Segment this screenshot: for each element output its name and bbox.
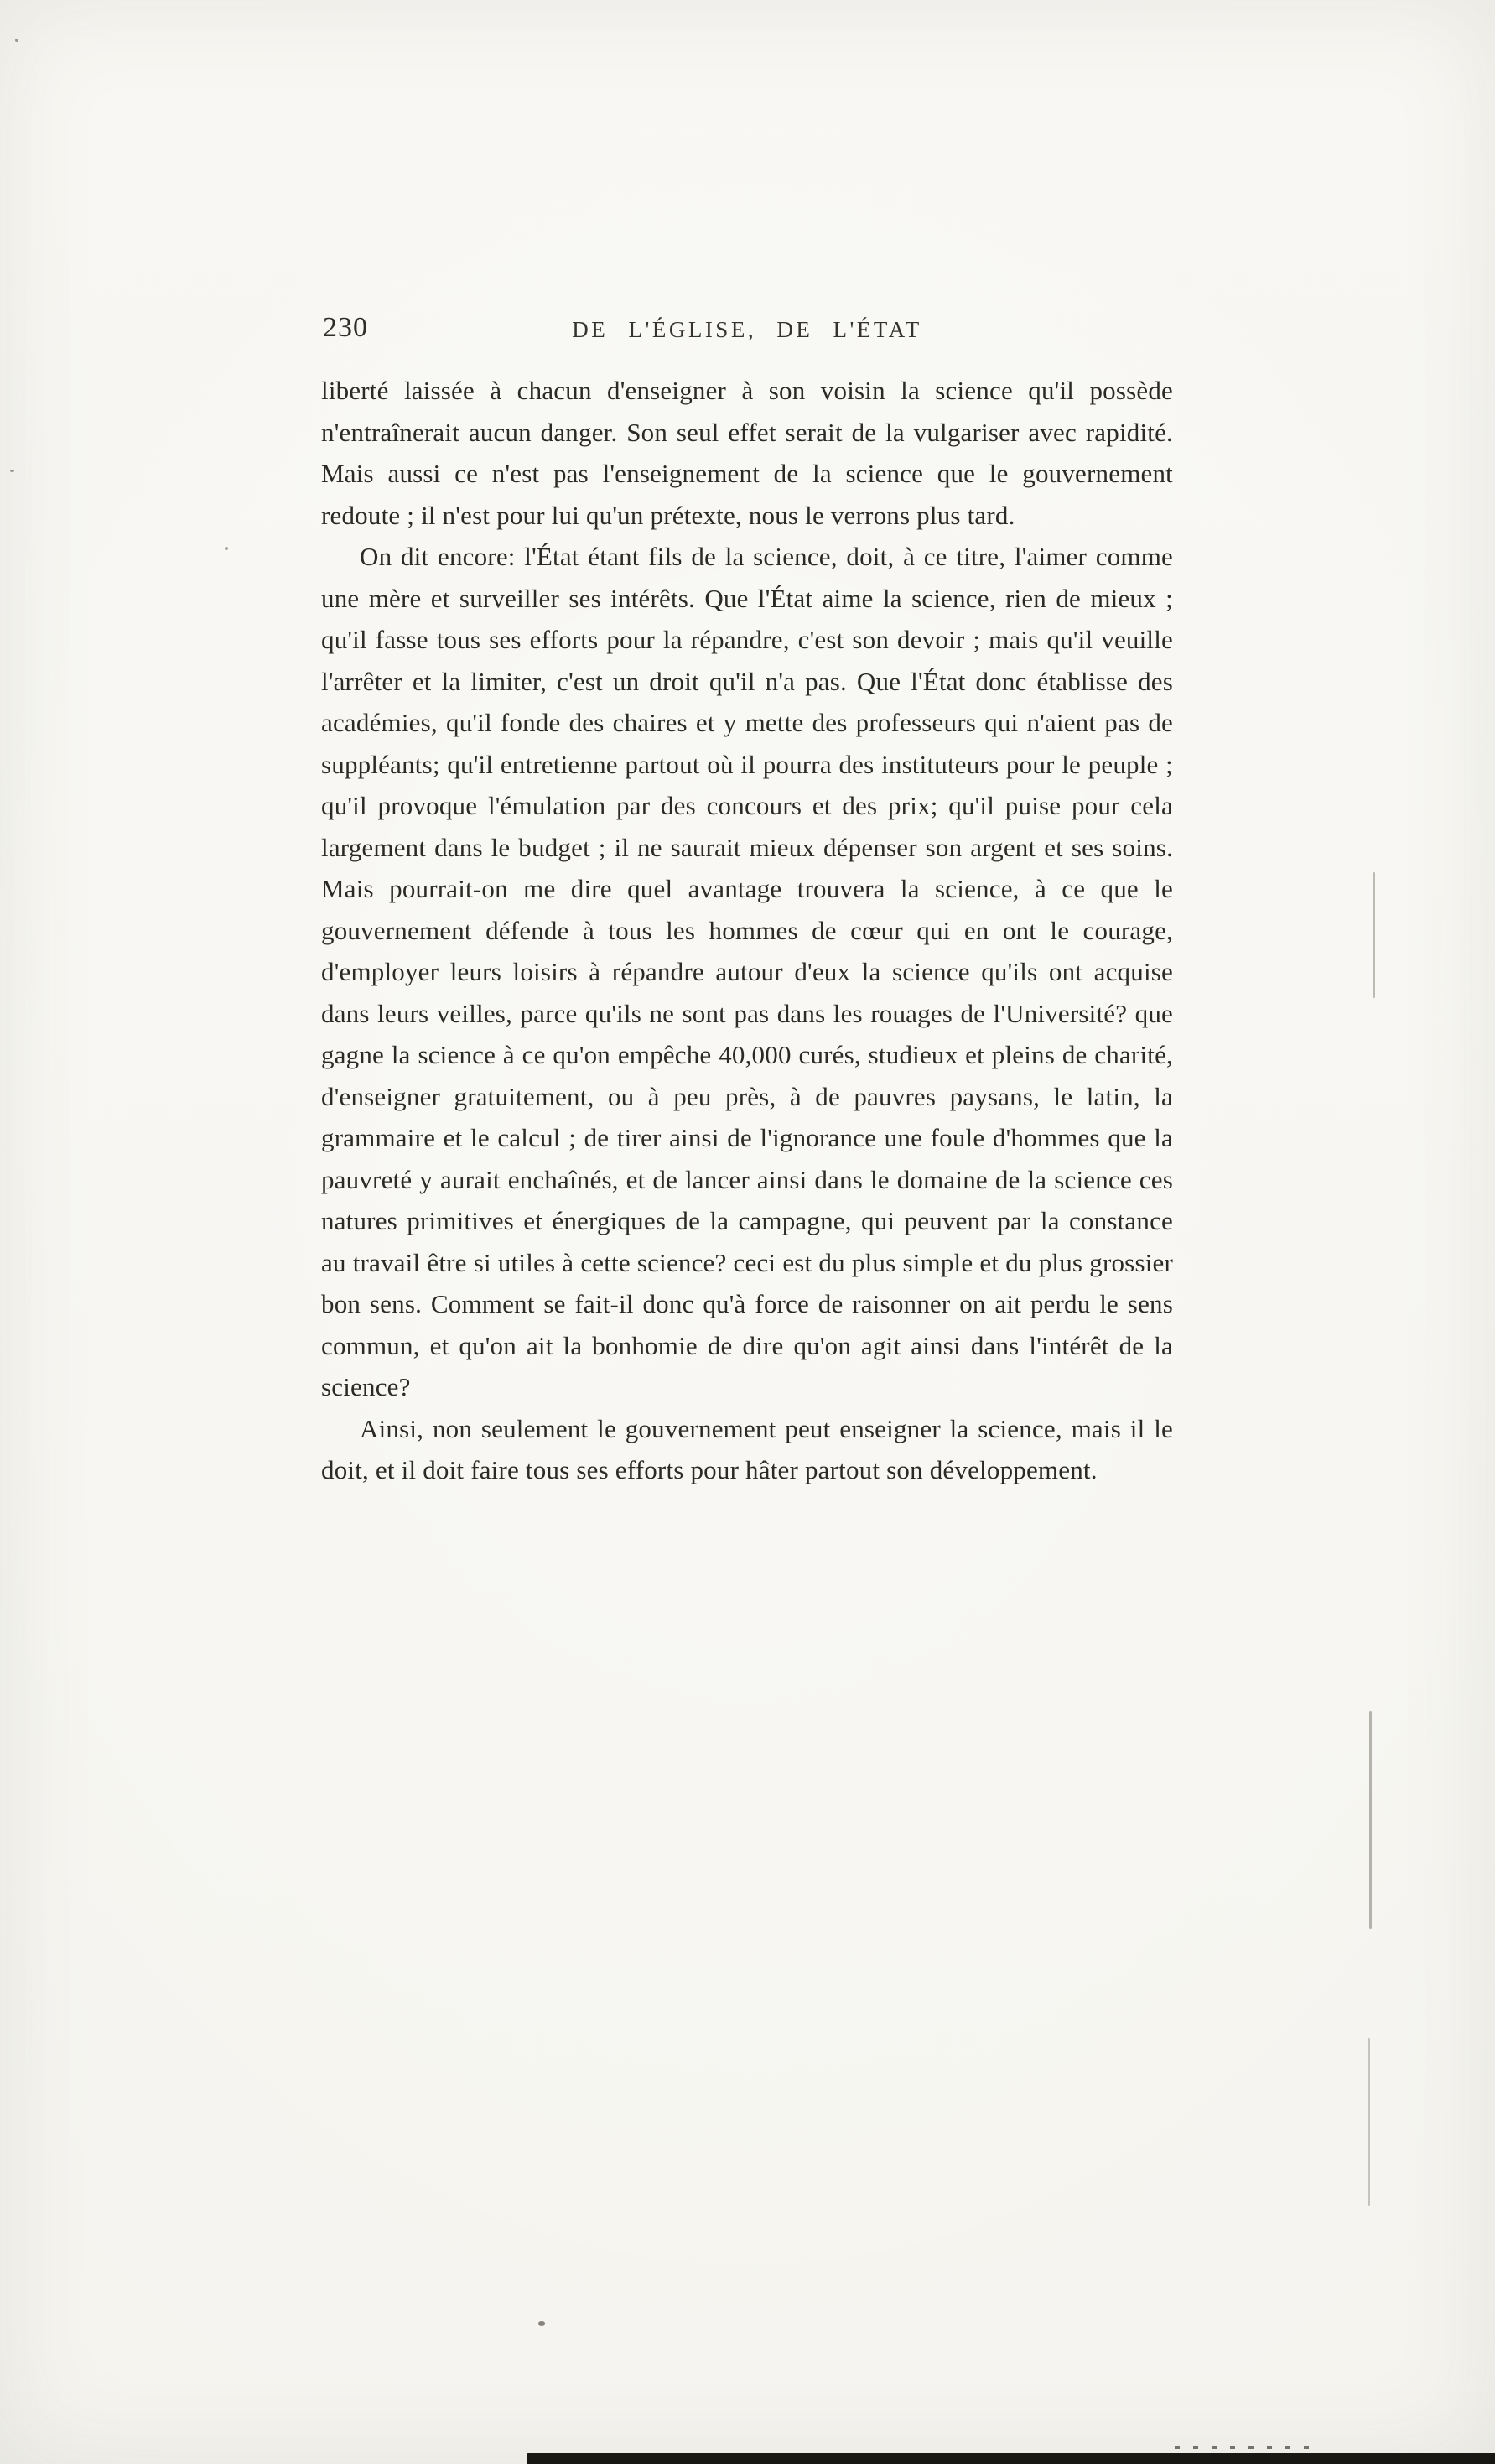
scan-artifact-dots — [1175, 2446, 1317, 2449]
scan-artifact-right-line — [1369, 1711, 1372, 1929]
scan-artifact-speck — [15, 39, 18, 42]
running-head — [321, 312, 1173, 351]
body-text — [321, 370, 1173, 1491]
scan-artifact-speck — [10, 470, 14, 472]
running-title: DE L'ÉGLISE, DE L'ÉTAT — [572, 317, 922, 342]
paragraph: Ainsi, non seulement le gouvernement peut enseigner la science, mais il le doit, et il doit faire tous ses efforts pour hâter partout son développement. — [321, 1413, 1173, 1484]
page-number: 230 — [323, 312, 368, 343]
scan-artifact-mark — [538, 2321, 545, 2326]
scan-artifact-bottom-bar — [527, 2453, 1495, 2464]
scan-artifact-right-line — [1368, 2038, 1370, 2206]
paragraph: liberté laissée à chacun d'enseigner à son voisin la science qu'il possède n'entraînerait aucun danger. Son seul effet serait de la vulgariser avec rapidité. Mais aussi ce n'est pas l'enseignement de la science que le gouvernement redoute ; il n'est pour lui qu'un prétexte, nous le verrons plus tard. — [321, 376, 1173, 530]
paragraph: On dit encore: l'État étant fils de la science, doit, à ce titre, l'aimer comme une mère et surveiller ses intérêts. Que l'État aime la science, rien de mieux ; qu'il fasse tous ses efforts pour la répandre, c'est son devoir ; mais qu'il veuille l'arrêter et la limiter, c'est un droit qu'il n'a pas. Que l'État donc établisse des académies, qu'il fonde des chaires et y mette des professeurs qui n'aient pas de suppléants; qu'il entretienne partout où il pourra des instituteurs pour le peuple ; qu'il provoque l'émulation par des concours et des prix; qu'il puise pour cela largement dans le budget ; il ne saurait mieux dépenser son argent et ses soins. Mais pourrait-on me dire quel avantage trouvera la science, à ce que le gouvernement défende à tous les hommes de cœur qui en ont le courage, d'employer leurs loisirs à répandre autour d'eux la science qu'ils ont acquise dans leurs veilles, parce qu'ils ne sont pas dans les rouages de l'Université? que gagne la science à ce qu'on empêche 40,000 curés, studieux et pleins de charité, d'enseigner gratuitement, ou à peu près, à de pauvres paysans, le latin, la grammaire et le calcul ; de tirer ainsi de l'ignorance une foule d'hommes que la pauvreté y aurait enchaînés, et de lancer ainsi dans le domaine de la science ces natures primitives et énergiques de la campagne, qui peuvent par la constance au travail être si utiles à cette science? ceci est du plus simple et du plus grossier bon sens. Comment se fait-il donc qu'à force de raisonner on ait perdu le sens commun, et qu'on ait la bonhomie de dire qu'on agit ainsi dans l'intérêt de la science? — [321, 542, 1173, 1401]
scan-artifact-speck — [225, 547, 228, 550]
scan-artifact-right-line — [1373, 872, 1375, 998]
